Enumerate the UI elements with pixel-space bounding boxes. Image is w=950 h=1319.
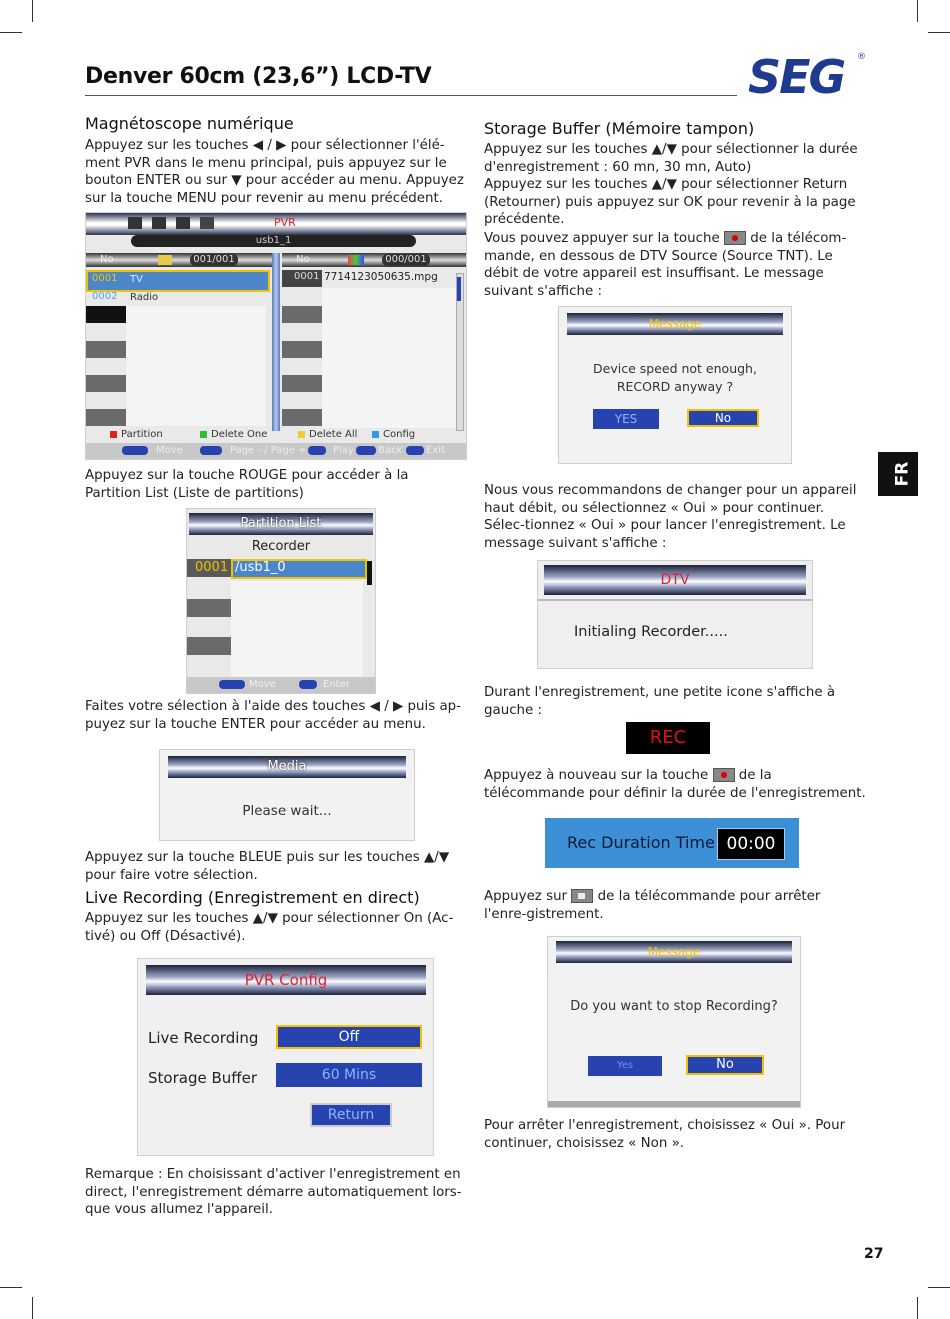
- pvr-screenshot: PVR usb1_1 No 001/001 0001 TV 0002 Radio No 000/001 0001 7714123050635.mpg Partition Delete One Delete All Config Move Page - / Page + Play Back Exit: [85, 212, 467, 460]
- stop-key-icon: [571, 889, 593, 903]
- rec-duration-label: Rec Duration Time: [567, 833, 715, 852]
- yes-button[interactable]: Yes: [588, 1056, 662, 1076]
- path-bar: usb1_1: [131, 235, 416, 247]
- ok-key-icon: [299, 680, 317, 689]
- crop-mark: [917, 0, 918, 22]
- scrollbar-thumb[interactable]: [367, 561, 372, 585]
- rec-indicator: REC: [626, 722, 710, 754]
- paragraph: Appuyez sur les touches ◀ / ▶ pour sélectionner l'élé-ment PVR dans le menu principal, puis appuyez sur le bouton ENTER ou sur ▼ pour accéder au menu. Appuyez sur la touche MENU pour revenir au menu précédent.: [85, 138, 464, 206]
- dialog-message: Please wait...: [242, 803, 332, 819]
- scrollbar-thumb[interactable]: [457, 277, 461, 301]
- language-tab: FR: [878, 452, 918, 496]
- dialog-title: Media: [168, 756, 406, 778]
- file-icon: [200, 217, 214, 229]
- crop-mark: [928, 32, 950, 33]
- paragraph: Appuyez sur la touche ROUGE pour accéder à la Partition List (Liste de partitions): [85, 468, 409, 501]
- header-rule: [85, 95, 737, 96]
- paragraph: Appuyez sur de la télécommande pour arrêter l'enre-gistrement.: [484, 889, 821, 922]
- dialog-title: Message: [567, 313, 783, 335]
- page-title: Denver 60cm (23,6”) LCD-TV: [85, 64, 432, 89]
- paragraph: Appuyez sur les touches ▲/▼ pour sélectionner On (Ac-tivé) ou Off (Désactivé).: [85, 911, 454, 944]
- stop-recording-dialog: [547, 936, 801, 1108]
- paragraph: Faites votre sélection à l'aide des touches ◀ / ▶ puis ap-puyez sur la touche ENTER pour accéder au menu.: [85, 699, 461, 732]
- rec-duration-panel: [545, 818, 799, 868]
- media-icon: [348, 255, 364, 265]
- column-header: Recorder: [251, 539, 311, 554]
- music-icon: [152, 217, 166, 229]
- exit-key-icon: [406, 446, 424, 455]
- paragraph: Appuyez sur les touches ▲/▼ pour sélectionner la durée d'enregistrement : 60 mn, 30 mn, Auto): [484, 142, 858, 175]
- nav-hint-bar: Move Page - / Page + Play Back Exit: [86, 443, 466, 459]
- pvr-config-screenshot: [137, 958, 434, 1156]
- dialog-message-line: RECORD anyway ?: [616, 379, 734, 394]
- dialog-title: Message: [556, 941, 792, 963]
- live-recording-label: Live Recording: [148, 1029, 259, 1047]
- paragraph: Appuyez sur les touches ▲/▼ pour sélectionner Return (Retourner) puis appuyez sur OK pour revenir à la page précédente.: [484, 177, 856, 228]
- seg-logo: SEG ®: [748, 50, 866, 104]
- return-button[interactable]: Return: [310, 1103, 392, 1127]
- no-button[interactable]: No: [686, 1055, 764, 1075]
- file-list-item[interactable]: 7714123050635.mpg: [324, 271, 438, 283]
- yes-button[interactable]: YES: [593, 409, 659, 429]
- section-heading-live-recording: Live Recording (Enregistrement en direct): [85, 888, 420, 907]
- legend-red: Partition: [110, 429, 163, 440]
- paragraph: Nous vous recommandons de changer pour un appareil haut débit, ou sélectionnez « Oui » pour continuer. Sélec-tionnez « Oui » pour lancer l'enregistrement. Le message suivant s'affiche :: [484, 483, 857, 551]
- divider: [272, 253, 280, 431]
- rec-duration-value[interactable]: 00:00: [717, 828, 785, 860]
- partition-list-screenshot: Partition List Recorder 0001 /usb1_0 Move Enter: [186, 508, 376, 694]
- dialog-title: DTV: [544, 565, 806, 595]
- storage-buffer-label: Storage Buffer: [148, 1069, 257, 1087]
- page-key-icon: [200, 446, 222, 455]
- crop-mark: [917, 1297, 918, 1319]
- media-dialog-screenshot: [159, 749, 415, 841]
- section-heading-digital-recorder: Magnétoscope numérique: [85, 114, 294, 133]
- legend-green: Delete One: [200, 429, 267, 440]
- dialog-title: Partition List: [189, 513, 373, 535]
- nav-hint-bar: Move Enter: [187, 677, 375, 693]
- folder-icon: [158, 255, 172, 265]
- dialog-title: PVR Config: [146, 965, 426, 995]
- dialog-message: Initialing Recorder.....: [574, 624, 728, 640]
- crop-mark: [32, 1297, 33, 1319]
- record-key-icon: [724, 231, 746, 245]
- speed-warning-dialog: [558, 306, 792, 464]
- crop-mark: [928, 1287, 950, 1288]
- photo-icon: [176, 217, 190, 229]
- live-recording-value[interactable]: Off: [276, 1025, 422, 1049]
- legend-yellow: Delete All: [298, 429, 357, 440]
- storage-buffer-value[interactable]: 60 Mins: [276, 1063, 422, 1087]
- arrows-key-icon: [122, 446, 148, 455]
- dialog-message-line: Device speed not enough,: [593, 361, 757, 376]
- crop-mark: [0, 1287, 22, 1288]
- paragraph: Remarque : En choisissant d'activer l'enregistrement en direct, l'enregistrement démarre automatiquement lors-que vous allumez l'appareil.: [85, 1167, 462, 1218]
- paragraph: Appuyez à nouveau sur la touche de la télécommande pour définir la durée de l'enregistrement.: [484, 768, 866, 801]
- media-type-icons: [128, 217, 228, 231]
- ok-key-icon: [308, 446, 326, 455]
- section-heading-storage-buffer: Storage Buffer (Mémoire tampon): [484, 119, 755, 138]
- paragraph: Appuyez sur la touche BLEUE puis sur les touches ▲/▼ pour faire votre sélection.: [85, 850, 450, 883]
- paragraph: Pour arrêter l'enregistrement, choisissez « Oui ». Pour continuer, choisissez « Non ».: [484, 1118, 846, 1151]
- dialog-message: Do you want to stop Recording?: [570, 999, 778, 1014]
- pvr-tab-title: PVR: [274, 216, 296, 229]
- list-item[interactable]: Radio: [130, 292, 159, 303]
- crop-mark: [32, 0, 33, 22]
- arrows-key-icon: [219, 680, 245, 689]
- dtv-dialog: [537, 560, 813, 669]
- page-number: 27: [864, 1246, 884, 1262]
- paragraph: Vous pouvez appuyer sur la touche de la télécom-mande, en dessous de DTV Source (Source TNT). Le débit de votre appareil est insuffisant. Le message suivant s'affiche :: [484, 231, 847, 299]
- record-key-icon: [713, 768, 735, 782]
- video-icon: [128, 217, 142, 229]
- no-button[interactable]: No: [687, 409, 759, 427]
- crop-mark: [0, 32, 22, 33]
- legend-blue: Config: [372, 429, 415, 440]
- menu-key-icon: [356, 446, 376, 455]
- paragraph: Durant l'enregistrement, une petite icone s'affiche à gauche :: [484, 685, 836, 718]
